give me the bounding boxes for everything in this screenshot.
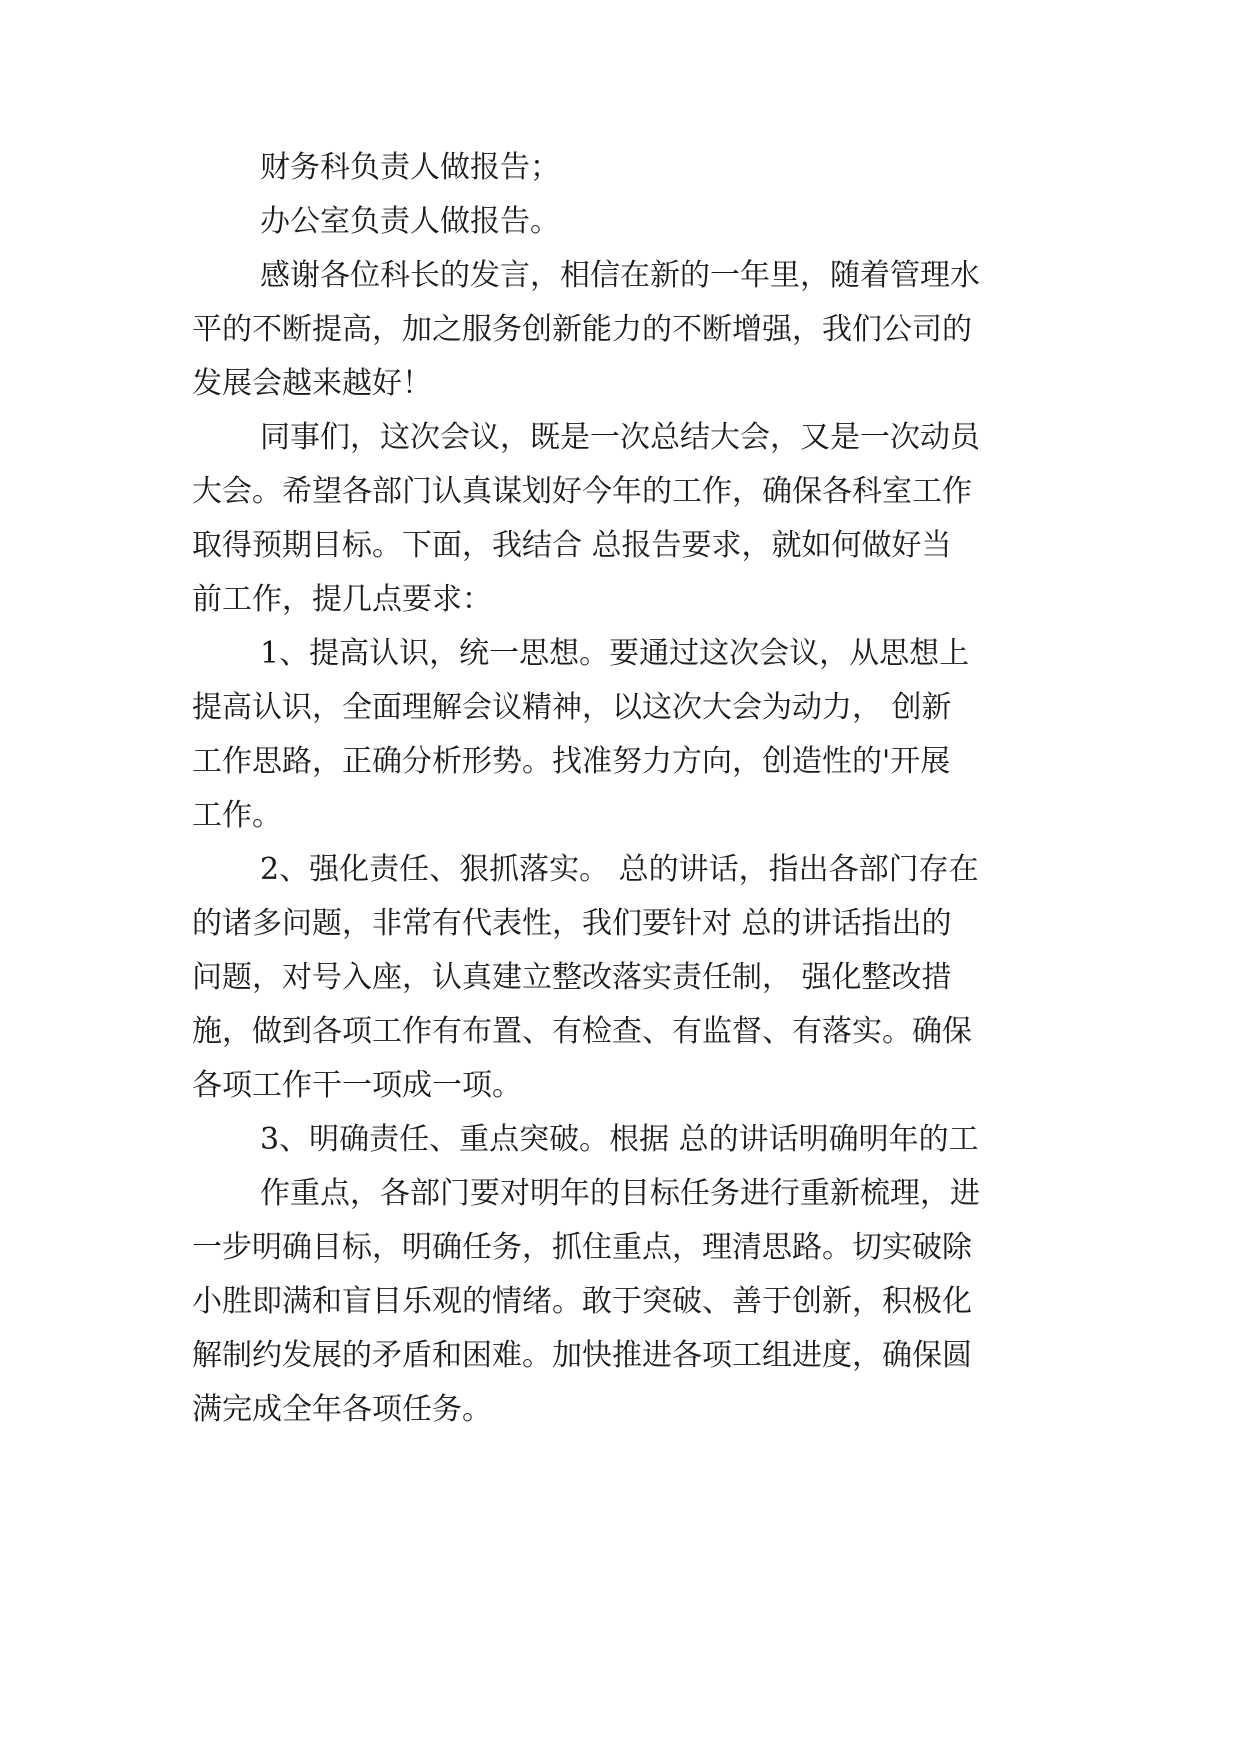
text-line: 财务科负责人做报告； xyxy=(260,150,560,185)
text-line: 2、强化责任、狠抓落实。 总的讲话，指出各部门存在 xyxy=(260,852,979,887)
text-line: 问题，对号入座，认真建立整改落实责任制， 强化整改措 xyxy=(192,960,952,995)
text-line: 取得预期目标。下面，我结合 总报告要求，就如何做好当 xyxy=(192,528,952,563)
text-line: 发展会越来越好！ xyxy=(192,366,432,401)
text-line: 一步明确目标，明确任务，抓住重点，理清思路。切实破除 xyxy=(192,1230,972,1265)
text-line: 提高认识，全面理解会议精神，以这次大会为动力， 创新 xyxy=(192,690,952,725)
text-line: 满完成全年各项任务。 xyxy=(192,1392,492,1427)
text-line: 解制约发展的矛盾和困难。加快推进各项工组进度，确保圆 xyxy=(192,1338,972,1373)
text-line: 的诸多问题，非常有代表性，我们要针对 总的讲话指出的 xyxy=(192,906,952,941)
text-line: 平的不断提高，加之服务创新能力的不断增强，我们公司的 xyxy=(192,312,972,347)
text-line: 3、明确责任、重点突破。根据 总的讲话明确明年的工 xyxy=(260,1122,979,1157)
text-line: 同事们，这次会议，既是一次总结大会，又是一次动员 xyxy=(260,420,980,455)
text-line: 施，做到各项工作有布置、有检查、有监督、有落实。确保 xyxy=(192,1014,972,1049)
text-line: 大会。希望各部门认真谋划好今年的工作，确保各科室工作 xyxy=(192,474,972,509)
text-line: 各项工作干一项成一项。 xyxy=(192,1068,522,1103)
text-line: 作重点，各部门要对明年的目标任务进行重新梳理，进 xyxy=(260,1176,980,1211)
text-line: 工作。 xyxy=(192,798,282,833)
text-line: 工作思路，正确分析形势。找准努力方向，创造性的'开展 xyxy=(192,744,951,779)
text-line: 感谢各位科长的发言，相信在新的一年里，随着管理水 xyxy=(260,258,980,293)
text-line: 前工作，提几点要求： xyxy=(192,582,492,617)
text-line: 小胜即满和盲目乐观的情绪。敢于突破、善于创新，积极化 xyxy=(192,1284,972,1319)
text-line: 1、提高认识，统一思想。要通过这次会议，从思想上 xyxy=(260,636,970,671)
text-line: 办公室负责人做报告。 xyxy=(260,204,560,239)
